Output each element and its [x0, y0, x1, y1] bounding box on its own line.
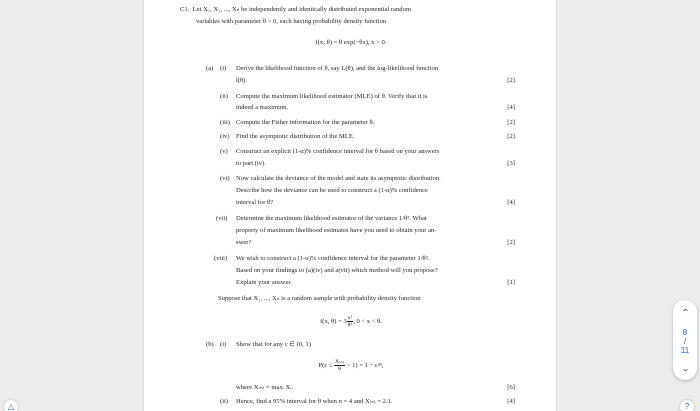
previous-page-button[interactable]: ‹ [680, 308, 691, 312]
a-vi-line-3: interval for θ? [236, 199, 274, 206]
a-v-line-2: to part (iv). [236, 160, 266, 167]
a-ii-num: (ii) [220, 93, 229, 100]
b-ii-text: Hence, find a 95% interval for θ when n = 4 and X₍ₙ₎ = 2.1. [236, 398, 393, 405]
a-i-num: (i) [220, 65, 227, 72]
question-intro-line-1: C1. Let X₁, X₂, ..., Xₙ be independently and identically distributed exponential random [180, 6, 411, 13]
a-vii-num: (vii) [216, 215, 228, 222]
a-vi-num: (vi) [220, 175, 230, 182]
page-separator: / [683, 337, 687, 346]
a-viii-line-1: We wish to construct a (1-α)% confidence interval for the parameter 1/θ². [236, 255, 430, 262]
question-number: C1. [180, 6, 190, 13]
total-pages: 11 [680, 346, 690, 355]
a-vii-line-1: Determine the maximum likelihood estimator of the variance 1/θ². What [236, 215, 427, 222]
help-icon[interactable]: ? [680, 400, 694, 411]
a-vi-line-1: Now calculate the deviance of the model and state its asymptotic distribution. [236, 175, 441, 182]
a-iv-line-1: Find the asymptotic distribution of the MLE. [236, 133, 355, 140]
suppose-text: Suppose that X₁, ..., Xₙ is a random sample with probability density function [218, 295, 421, 302]
a-vii-marks: [2] [507, 239, 515, 246]
a-iii-num: (iii) [220, 119, 230, 126]
a-v-marks: [3] [507, 160, 515, 167]
a-vii-line-2: property of maximum likelihood estimates have you used to obtain your an- [236, 227, 437, 234]
a-v-num: (v) [220, 148, 228, 155]
a-iii-line-1: Compute the Fisher information for the parameter θ. [236, 119, 375, 126]
a-viii-num: (viii) [214, 255, 228, 262]
a-i-marks: [2] [507, 77, 515, 84]
part-b-label: (b) [206, 341, 214, 348]
b-i-text: Show that for any c ∈ (0, 1) [236, 341, 311, 348]
a-i-line-1: Derive the likelihood function of θ, say L(θ), and the log-likelihood function [236, 65, 439, 72]
question-intro-line-2: variables with parameter θ > 0, each having probability density function [196, 18, 387, 25]
density-fraction: $\frac{\text{x²}}{\text{θ³}}$ [347, 314, 353, 328]
a-iii-marks: [2] [507, 119, 515, 126]
a-i-line-2: l(θ). [236, 77, 248, 84]
pdf-formula: f(x; θ) = θ exp(−θx), x > 0. [315, 39, 387, 46]
part-a-label: (a) [206, 65, 214, 72]
a-viii-marks: [1] [507, 279, 515, 286]
current-page-number: 8 [682, 328, 688, 337]
a-vii-line-3: swer? [236, 239, 252, 246]
b-i-num: (i) [220, 341, 227, 348]
a-iv-marks: [2] [507, 133, 515, 140]
a-ii-line-2: indeed a maximum. [236, 104, 289, 111]
next-page-button[interactable]: › [680, 368, 691, 372]
density-formula: f(x, θ) = 3 $\frac{\text{x²}}{\text{θ³}}$ , 0 < x < θ. [320, 314, 382, 328]
a-iv-num: (iv) [220, 133, 230, 140]
a-vi-marks: [4] [507, 199, 515, 206]
b-ii-num: (ii) [220, 398, 229, 405]
document-page [143, 0, 557, 411]
triangle-icon[interactable]: △ [4, 400, 18, 411]
a-ii-marks: [4] [507, 104, 515, 111]
b-ii-marks: [4] [507, 398, 515, 405]
a-vi-line-2: Describe how the deviance can be used to construct a (1-α)% confidence [236, 187, 428, 194]
probability-fraction: $\frac{\text{X₍ₙ₎}}{\theta}$ [335, 358, 345, 372]
a-v-line-1: Construct an explicit (1-α)% confidence interval for θ based on your answers [236, 148, 440, 155]
where-text: where X₍ₙ₎ = maxᵢ Xᵢ. [236, 384, 293, 391]
probability-formula: P(c ≤ $\frac{\text{X₍ₙ₎}}{\theta}$ < 1) = 1 − c³ⁿ, [318, 358, 384, 372]
a-viii-line-2: Based on your findings to (a)(iv) and a(vii) which method will you propose? [236, 267, 438, 274]
a-viii-line-3: Explain your answer. [236, 279, 292, 286]
b-i-marks: [6] [507, 384, 515, 391]
page-navigator [673, 300, 697, 380]
a-ii-line-1: Compute the maximum likelihood estimator (MLE) of θ. Verify that it is [236, 93, 428, 100]
